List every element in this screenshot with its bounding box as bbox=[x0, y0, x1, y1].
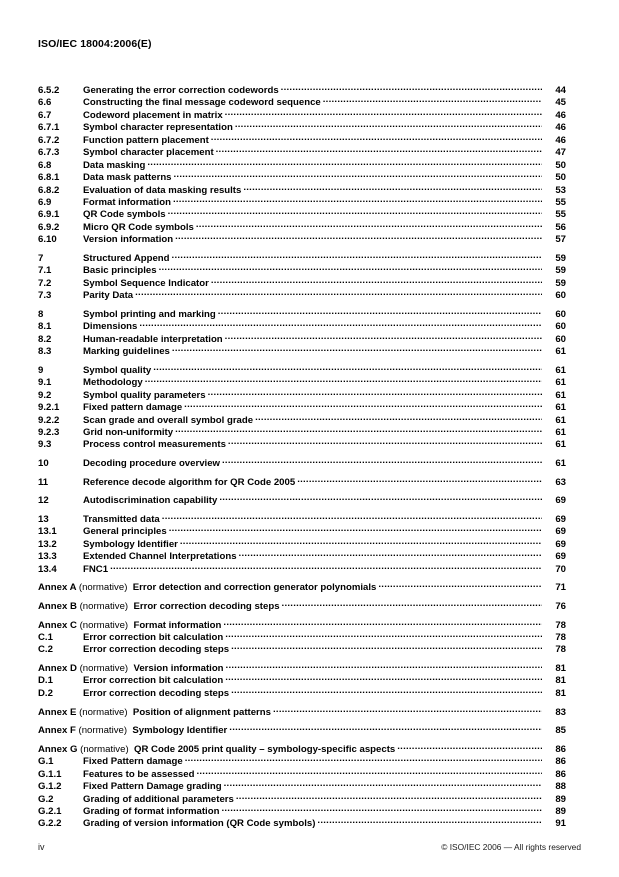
toc-leader-dots bbox=[185, 755, 542, 764]
toc-entry[interactable] bbox=[38, 550, 566, 562]
toc-entry-number: 6.9.2 bbox=[38, 221, 60, 233]
toc-entry[interactable] bbox=[38, 538, 566, 550]
toc-entry[interactable] bbox=[38, 252, 566, 264]
toc-entry-title: General principles bbox=[83, 526, 167, 538]
annex-label: Annex G bbox=[38, 743, 78, 755]
toc-entry-title: Methodology bbox=[83, 377, 143, 389]
toc-leader-dots bbox=[221, 805, 542, 814]
toc-entry[interactable] bbox=[38, 196, 566, 208]
toc-entry[interactable] bbox=[38, 687, 566, 699]
toc-leader-dots bbox=[397, 743, 542, 752]
toc-entry-title: Extended Channel Interpretations bbox=[83, 551, 237, 563]
toc-entry-page-number: 85 bbox=[555, 725, 566, 737]
toc-entry[interactable] bbox=[38, 121, 566, 133]
toc-entry-number: 9.2.1 bbox=[38, 402, 60, 414]
toc-leader-dots bbox=[225, 631, 542, 640]
toc-entry-page-number: 78 bbox=[555, 631, 566, 643]
toc-entry[interactable] bbox=[38, 662, 566, 674]
toc-entry-number: 8.1 bbox=[38, 321, 52, 333]
toc-entry[interactable] bbox=[38, 780, 566, 792]
toc-entry-page-number: 69 bbox=[555, 526, 566, 538]
toc-leader-dots bbox=[139, 320, 542, 329]
toc-entry-title: Dimensions bbox=[83, 321, 138, 333]
toc-entry[interactable] bbox=[38, 476, 566, 488]
toc-leader-dots bbox=[159, 264, 542, 273]
toc-entry[interactable] bbox=[38, 581, 566, 593]
toc-entry[interactable] bbox=[38, 494, 566, 506]
toc-entry[interactable] bbox=[38, 208, 566, 220]
toc-entry-title: Grid non-uniformity bbox=[83, 426, 174, 438]
toc-entry-number: G.1.2 bbox=[38, 781, 62, 793]
annex-title: Format information bbox=[133, 619, 222, 631]
toc-leader-dots bbox=[236, 793, 542, 802]
toc-leader-dots bbox=[239, 550, 542, 559]
toc-entry-number: 6.6 bbox=[38, 97, 52, 109]
toc-entry-number: 13.4 bbox=[38, 563, 57, 575]
toc-leader-dots bbox=[110, 563, 542, 572]
toc-leader-dots bbox=[223, 619, 542, 628]
toc-entry-page-number: 86 bbox=[555, 768, 566, 780]
toc-entry[interactable] bbox=[38, 817, 566, 829]
toc-entry[interactable] bbox=[38, 308, 566, 320]
toc-entry-number: G.1 bbox=[38, 756, 54, 768]
toc-entry[interactable] bbox=[38, 426, 566, 438]
toc-entry-number: 9.2 bbox=[38, 389, 52, 401]
toc-entry-page-number: 61 bbox=[555, 439, 566, 451]
toc-entry[interactable] bbox=[38, 146, 566, 158]
toc-entry-page-number: 61 bbox=[555, 458, 566, 469]
toc-entry-number: 10 bbox=[38, 458, 49, 469]
toc-entry-title: Human-readable interpretation bbox=[83, 333, 223, 345]
toc-entry-number: 6.8.2 bbox=[38, 184, 60, 196]
toc-entry-title: Function pattern placement bbox=[83, 134, 209, 146]
toc-leader-dots bbox=[169, 525, 542, 534]
toc-entry-number: 13.3 bbox=[38, 551, 57, 563]
toc-leader-dots bbox=[224, 780, 542, 789]
toc-entry-number: 6.7 bbox=[38, 109, 52, 121]
toc-entry-title: Constructing the final message codeword sequence bbox=[83, 97, 321, 109]
toc-leader-dots bbox=[162, 513, 542, 522]
toc-entry-page-number: 50 bbox=[555, 172, 566, 184]
toc-entry-title: Structured Append bbox=[83, 252, 170, 264]
toc-entry-page-number: 60 bbox=[555, 308, 566, 320]
toc-entry-number: 7.1 bbox=[38, 265, 52, 277]
annex-label: Annex A bbox=[38, 582, 77, 594]
toc-entry-number: 6.8 bbox=[38, 159, 52, 171]
annex-normative-note: (normative) bbox=[78, 582, 128, 594]
toc-entry-page-number: 50 bbox=[555, 159, 566, 171]
toc-entry-page-number: 46 bbox=[555, 122, 566, 134]
toc-leader-dots bbox=[273, 706, 542, 715]
toc-entry-page-number: 81 bbox=[555, 663, 566, 674]
toc-entry[interactable] bbox=[38, 706, 566, 718]
toc-entry[interactable] bbox=[38, 724, 566, 736]
toc-entry-title: Format information bbox=[83, 196, 171, 208]
toc-entry-page-number: 53 bbox=[555, 184, 566, 196]
toc-entry-page-number: 59 bbox=[555, 252, 566, 264]
annex-title: Error correction decoding steps bbox=[133, 600, 280, 612]
toc-entry[interactable] bbox=[38, 184, 566, 196]
table-of-contents bbox=[38, 84, 566, 830]
toc-entry-title: Evaluation of data masking results bbox=[83, 184, 242, 196]
annex-normative-note: (normative) bbox=[80, 743, 129, 755]
toc-leader-dots bbox=[180, 538, 542, 547]
toc-entry-title: Fixed Pattern Damage grading bbox=[83, 781, 222, 793]
toc-entry-number: D.1 bbox=[38, 675, 53, 687]
toc-leader-dots bbox=[196, 768, 542, 777]
toc-leader-dots bbox=[317, 817, 542, 826]
toc-entry-page-number: 57 bbox=[555, 234, 566, 246]
toc-entry-page-number: 69 bbox=[555, 495, 566, 507]
toc-leader-dots bbox=[147, 159, 542, 168]
toc-entry[interactable] bbox=[38, 289, 566, 301]
toc-leader-dots bbox=[196, 221, 542, 230]
toc-entry-page-number: 55 bbox=[555, 196, 566, 208]
annex-title: Version information bbox=[133, 663, 224, 674]
toc-entry-page-number: 46 bbox=[555, 134, 566, 146]
annex-title: Position of alignment patterns bbox=[132, 706, 271, 718]
toc-entry-title bbox=[38, 725, 229, 736]
toc-entry-number: 9.2.2 bbox=[38, 414, 60, 426]
toc-entry-title: Symbol character representation bbox=[83, 122, 233, 134]
toc-entry-page-number: 61 bbox=[555, 377, 566, 389]
toc-entry-page-number: 89 bbox=[555, 805, 566, 817]
annex-normative-note: (normative) bbox=[79, 619, 129, 631]
toc-entry-page-number: 55 bbox=[555, 209, 566, 221]
toc-entry-title: Features to be assessed bbox=[83, 768, 195, 780]
annex-label: Annex E bbox=[38, 706, 77, 718]
toc-entry-number: G.2 bbox=[38, 793, 54, 805]
toc-entry[interactable] bbox=[38, 563, 566, 575]
toc-entry-page-number: 61 bbox=[555, 346, 566, 358]
toc-leader-dots bbox=[225, 674, 542, 683]
toc-entry-number: 13.2 bbox=[38, 538, 57, 550]
toc-entry-number: G.2.2 bbox=[38, 818, 62, 830]
toc-entry-title: Process control measurements bbox=[83, 439, 226, 451]
toc-leader-dots bbox=[219, 494, 542, 503]
toc-entry[interactable] bbox=[38, 84, 566, 96]
toc-entry-title: Version information bbox=[83, 234, 174, 246]
toc-leader-dots bbox=[145, 376, 542, 385]
toc-entry-number: 6.8.1 bbox=[38, 172, 60, 184]
toc-leader-dots bbox=[218, 308, 542, 317]
toc-entry-title: Symbol quality bbox=[83, 364, 152, 376]
toc-leader-dots bbox=[231, 643, 542, 652]
toc-leader-dots bbox=[208, 389, 542, 398]
toc-entry-number: 6.10 bbox=[38, 234, 57, 246]
toc-leader-dots bbox=[211, 277, 542, 286]
toc-entry-page-number: 69 bbox=[555, 551, 566, 563]
toc-entry-number: 7.3 bbox=[38, 290, 52, 302]
toc-entry-page-number: 88 bbox=[555, 781, 566, 793]
toc-entry-page-number: 63 bbox=[555, 476, 566, 488]
toc-entry-number: 7.2 bbox=[38, 277, 52, 289]
toc-leader-dots bbox=[216, 146, 542, 155]
toc-entry-number: 9.2.3 bbox=[38, 426, 60, 438]
toc-entry-page-number: 60 bbox=[555, 333, 566, 345]
toc-entry-title bbox=[38, 663, 226, 674]
toc-entry[interactable] bbox=[38, 264, 566, 276]
toc-entry-number: 9 bbox=[38, 364, 44, 376]
annex-normative-note: (normative) bbox=[78, 725, 128, 737]
toc-entry-page-number: 56 bbox=[555, 221, 566, 233]
toc-entry[interactable] bbox=[38, 438, 566, 450]
toc-entry-page-number: 59 bbox=[555, 265, 566, 277]
annex-title: Error detection and correction generator polynomials bbox=[132, 582, 377, 594]
toc-entry-title bbox=[38, 582, 378, 593]
toc-entry-page-number: 83 bbox=[555, 706, 566, 718]
toc-entry-page-number: 61 bbox=[555, 364, 566, 376]
footer-copyright: © ISO/IEC 2006 — All rights reserved bbox=[441, 842, 581, 852]
toc-entry-page-number: 60 bbox=[555, 290, 566, 302]
toc-entry-title: Error correction decoding steps bbox=[83, 687, 230, 699]
toc-entry[interactable] bbox=[38, 525, 566, 537]
toc-leader-dots bbox=[231, 687, 542, 696]
toc-entry-page-number: 47 bbox=[555, 147, 566, 159]
toc-entry[interactable] bbox=[38, 619, 566, 631]
toc-leader-dots bbox=[175, 233, 542, 242]
toc-entry[interactable] bbox=[38, 320, 566, 332]
toc-leader-dots bbox=[297, 476, 542, 485]
toc-entry-title: Error correction bit calculation bbox=[83, 675, 224, 687]
toc-entry-page-number: 69 bbox=[555, 513, 566, 525]
toc-leader-dots bbox=[255, 414, 542, 423]
toc-entry-number: G.1.1 bbox=[38, 768, 62, 780]
toc-entry-page-number: 61 bbox=[555, 402, 566, 414]
toc-entry[interactable] bbox=[38, 457, 566, 469]
annex-label: Annex D bbox=[38, 663, 77, 674]
toc-entry-title bbox=[38, 707, 273, 718]
page-header: ISO/IEC 18004:2006(E) bbox=[38, 38, 152, 50]
toc-entry-title: Transmitted data bbox=[83, 513, 160, 525]
toc-entry-title: Symbol Sequence Indicator bbox=[83, 277, 209, 289]
toc-leader-dots bbox=[229, 724, 542, 733]
toc-entry-title bbox=[38, 744, 397, 755]
toc-entry[interactable] bbox=[38, 768, 566, 780]
toc-entry-title: Symbology Identifier bbox=[83, 538, 178, 550]
toc-leader-dots bbox=[153, 364, 542, 373]
toc-leader-dots bbox=[235, 121, 542, 130]
annex-title: QR Code 2005 print quality – symbology-specific aspects bbox=[133, 743, 396, 755]
toc-entry-title: Grading of format information bbox=[83, 805, 220, 817]
toc-entry-number: 8.2 bbox=[38, 333, 52, 345]
toc-entry-title: Data masking bbox=[83, 159, 146, 171]
toc-entry[interactable] bbox=[38, 333, 566, 345]
toc-entry[interactable] bbox=[38, 805, 566, 817]
toc-entry-page-number: 46 bbox=[555, 109, 566, 121]
toc-entry-title: Autodiscrimination capability bbox=[83, 495, 218, 507]
toc-entry[interactable] bbox=[38, 389, 566, 401]
toc-entry-page-number: 61 bbox=[555, 414, 566, 426]
toc-entry[interactable] bbox=[38, 171, 566, 183]
toc-leader-dots bbox=[168, 208, 542, 217]
toc-entry-title: Generating the error correction codewords bbox=[83, 85, 279, 96]
annex-normative-note: (normative) bbox=[79, 663, 129, 674]
toc-entry-number: 6.9.1 bbox=[38, 209, 60, 221]
toc-entry-title: Grading of additional parameters bbox=[83, 793, 234, 805]
toc-leader-dots bbox=[282, 600, 542, 609]
toc-entry-number: 6.7.2 bbox=[38, 134, 60, 146]
annex-label: Annex B bbox=[38, 600, 77, 612]
toc-entry-number: 6.9 bbox=[38, 196, 52, 208]
toc-entry-title: Basic principles bbox=[83, 265, 157, 277]
toc-entry-page-number: 78 bbox=[555, 619, 566, 631]
toc-entry[interactable] bbox=[38, 345, 566, 357]
toc-entry-title: QR Code symbols bbox=[83, 209, 166, 221]
toc-entry-title: Codeword placement in matrix bbox=[83, 109, 223, 121]
toc-entry-number: C.1 bbox=[38, 631, 53, 643]
toc-entry[interactable] bbox=[38, 96, 566, 108]
toc-entry[interactable] bbox=[38, 376, 566, 388]
toc-entry-title: Error correction decoding steps bbox=[83, 644, 230, 656]
toc-entry-page-number: 86 bbox=[555, 743, 566, 755]
toc-entry-page-number: 91 bbox=[555, 818, 566, 830]
toc-entry[interactable] bbox=[38, 743, 566, 755]
toc-leader-dots bbox=[225, 333, 542, 342]
toc-entry-page-number: 78 bbox=[555, 644, 566, 656]
annex-label: Annex C bbox=[38, 619, 77, 631]
toc-entry-page-number: 45 bbox=[555, 97, 566, 109]
toc-entry[interactable] bbox=[38, 277, 566, 289]
toc-leader-dots bbox=[225, 109, 542, 118]
toc-leader-dots bbox=[172, 345, 542, 354]
toc-entry-number: D.2 bbox=[38, 687, 53, 699]
toc-entry[interactable] bbox=[38, 674, 566, 686]
toc-entry-title: Fixed Pattern damage bbox=[83, 756, 183, 768]
toc-entry-title: Symbol quality parameters bbox=[83, 389, 206, 401]
toc-entry[interactable] bbox=[38, 221, 566, 233]
toc-entry-page-number: 89 bbox=[555, 793, 566, 805]
toc-leader-dots bbox=[174, 171, 542, 180]
toc-entry-number: 13.1 bbox=[38, 526, 57, 538]
toc-entry-page-number: 61 bbox=[555, 426, 566, 438]
toc-entry[interactable] bbox=[38, 643, 566, 655]
toc-entry-title: Fixed pattern damage bbox=[83, 402, 183, 414]
toc-leader-dots bbox=[243, 184, 542, 193]
toc-entry-number: 9.3 bbox=[38, 439, 52, 451]
toc-leader-dots bbox=[135, 289, 542, 298]
toc-leader-dots bbox=[323, 96, 542, 105]
toc-leader-dots bbox=[281, 84, 542, 93]
toc-entry-title: Symbol printing and marking bbox=[83, 308, 216, 320]
toc-leader-dots bbox=[172, 252, 542, 261]
toc-entry[interactable] bbox=[38, 134, 566, 146]
toc-entry[interactable] bbox=[38, 513, 566, 525]
toc-entry-number: 7 bbox=[38, 252, 44, 264]
toc-entry-title: Scan grade and overall symbol grade bbox=[83, 414, 254, 426]
toc-entry-title: Reference decode algorithm for QR Code 2005 bbox=[83, 476, 296, 488]
toc-entry-title: Marking guidelines bbox=[83, 346, 170, 358]
annex-normative-note: (normative) bbox=[79, 706, 128, 718]
toc-entry-number: 6.7.3 bbox=[38, 147, 60, 159]
toc-entry-page-number: 71 bbox=[555, 582, 566, 594]
toc-entry-number: 11 bbox=[38, 476, 49, 488]
toc-entry-title: Grading of version information (QR Code symbols) bbox=[83, 818, 316, 830]
toc-entry-number: 6.7.1 bbox=[38, 122, 60, 134]
toc-entry-number: 8.3 bbox=[38, 346, 52, 358]
toc-entry-page-number: 70 bbox=[555, 563, 566, 575]
toc-entry-number: G.2.1 bbox=[38, 805, 62, 817]
page-footer bbox=[38, 842, 581, 852]
toc-entry-number: 13 bbox=[38, 513, 49, 525]
toc-entry[interactable] bbox=[38, 600, 566, 612]
annex-normative-note: (normative) bbox=[79, 600, 129, 612]
toc-leader-dots bbox=[184, 401, 542, 410]
toc-entry[interactable] bbox=[38, 414, 566, 426]
toc-entry-page-number: 81 bbox=[555, 675, 566, 687]
toc-leader-dots bbox=[378, 581, 542, 590]
toc-entry[interactable] bbox=[38, 233, 566, 245]
toc-leader-dots bbox=[226, 662, 542, 671]
toc-entry[interactable] bbox=[38, 793, 566, 805]
toc-entry-page-number: 44 bbox=[555, 85, 566, 96]
toc-entry-page-number: 59 bbox=[555, 277, 566, 289]
annex-title: Symbology Identifier bbox=[132, 725, 228, 737]
toc-entry-number: 6.5.2 bbox=[38, 85, 60, 96]
toc-entry-title: Parity Data bbox=[83, 290, 134, 302]
toc-entry-title: FNC1 bbox=[83, 563, 109, 575]
toc-entry-page-number: 86 bbox=[555, 756, 566, 768]
toc-entry-page-number: 61 bbox=[555, 389, 566, 401]
toc-entry-page-number: 60 bbox=[555, 321, 566, 333]
toc-leader-dots bbox=[173, 196, 542, 205]
toc-leader-dots bbox=[175, 426, 542, 435]
toc-entry-page-number: 81 bbox=[555, 687, 566, 699]
toc-entry-page-number: 76 bbox=[555, 600, 566, 612]
toc-leader-dots bbox=[211, 134, 542, 143]
toc-entry[interactable] bbox=[38, 159, 566, 171]
annex-label: Annex F bbox=[38, 725, 76, 737]
toc-entry[interactable] bbox=[38, 755, 566, 767]
toc-entry-title bbox=[38, 601, 282, 612]
toc-entry-number: 8 bbox=[38, 308, 44, 320]
toc-entry-number: 12 bbox=[38, 495, 49, 507]
toc-entry-title: Decoding procedure overview bbox=[83, 458, 221, 469]
toc-entry-number: 9.1 bbox=[38, 377, 52, 389]
toc-entry-title: Micro QR Code symbols bbox=[83, 221, 194, 233]
footer-page-number: iv bbox=[38, 842, 45, 852]
toc-entry[interactable] bbox=[38, 401, 566, 413]
toc-entry[interactable] bbox=[38, 364, 566, 376]
toc-entry-title: Error correction bit calculation bbox=[83, 631, 224, 643]
toc-entry-title bbox=[38, 620, 223, 631]
toc-entry[interactable] bbox=[38, 109, 566, 121]
toc-entry-title: Symbol character placement bbox=[83, 147, 214, 159]
toc-leader-dots bbox=[222, 457, 542, 466]
toc-leader-dots bbox=[228, 438, 542, 447]
toc-entry-page-number: 69 bbox=[555, 538, 566, 550]
toc-entry-title: Data mask patterns bbox=[83, 172, 172, 184]
toc-entry-number: C.2 bbox=[38, 644, 53, 656]
toc-entry[interactable] bbox=[38, 631, 566, 643]
